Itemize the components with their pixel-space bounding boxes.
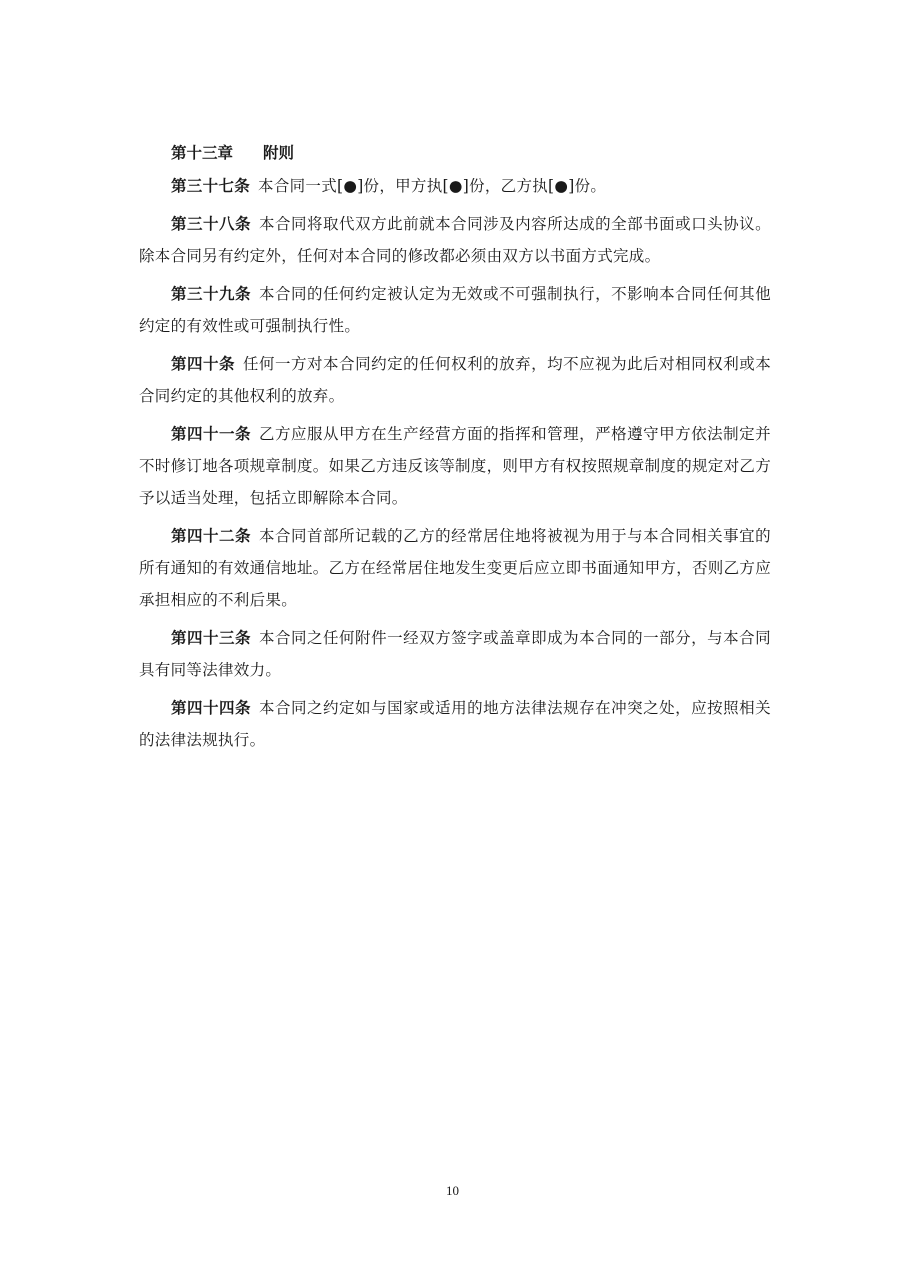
article-text: 本合同将取代双方此前就本合同涉及内容所达成的全部书面或口头协议。除本合同另有约定外，任何对本合同的修改都必须由双方以书面方式完成。 [139, 215, 771, 265]
article-number: 第三十八条 [171, 214, 252, 233]
article-text: 任何一方对本合同约定的任何权利的放弃，均不应视为此后对相同权利或本合同约定的其他权利的放弃。 [139, 355, 772, 405]
article-number: 第三十七条 [171, 176, 251, 195]
article-text: 本合同一式[●]份，甲方执[●]份，乙方执[●]份。 [258, 177, 607, 195]
article-41 [139, 418, 771, 514]
document-body [139, 138, 771, 762]
chapter-title: 附则 [263, 143, 295, 162]
article-40 [139, 348, 771, 412]
article-37 [139, 170, 771, 202]
article-39 [139, 278, 771, 342]
article-44 [139, 692, 771, 756]
article-number: 第四十条 [171, 354, 236, 373]
article-text: 本合同之约定如与国家或适用的地方法律法规存在冲突之处，应按照相关的法律法规执行。 [139, 699, 771, 749]
article-text: 乙方应服从甲方在生产经营方面的指挥和管理，严格遵守甲方依法制定并不时修订地各项规章制度。如果乙方违反该等制度，则甲方有权按照规章制度的规定对乙方予以适当处理，包括立即解除本合同。 [139, 425, 772, 507]
article-number: 第四十二条 [171, 526, 252, 545]
article-text: 本合同首部所记载的乙方的经常居住地将被视为用于与本合同相关事宜的所有通知的有效通信地址。乙方在经常居住地发生变更后应立即书面通知甲方，否则乙方应承担相应的不利后果。 [139, 527, 772, 609]
article-number: 第三十九条 [171, 284, 252, 303]
chapter-number: 第十三章 [171, 143, 234, 162]
page-number: 10 [446, 1183, 459, 1198]
article-43 [139, 622, 771, 686]
article-text: 本合同之任何附件一经双方签字或盖章即成为本合同的一部分，与本合同具有同等法律效力。 [139, 629, 771, 679]
article-number: 第四十三条 [171, 628, 252, 647]
chapter-heading [139, 138, 771, 168]
article-text: 本合同的任何约定被认定为无效或不可强制执行，不影响本合同任何其他约定的有效性或可强制执行性。 [139, 285, 771, 335]
article-38 [139, 208, 771, 272]
article-42 [139, 520, 771, 616]
article-number: 第四十一条 [171, 424, 252, 443]
article-number: 第四十四条 [171, 698, 252, 717]
